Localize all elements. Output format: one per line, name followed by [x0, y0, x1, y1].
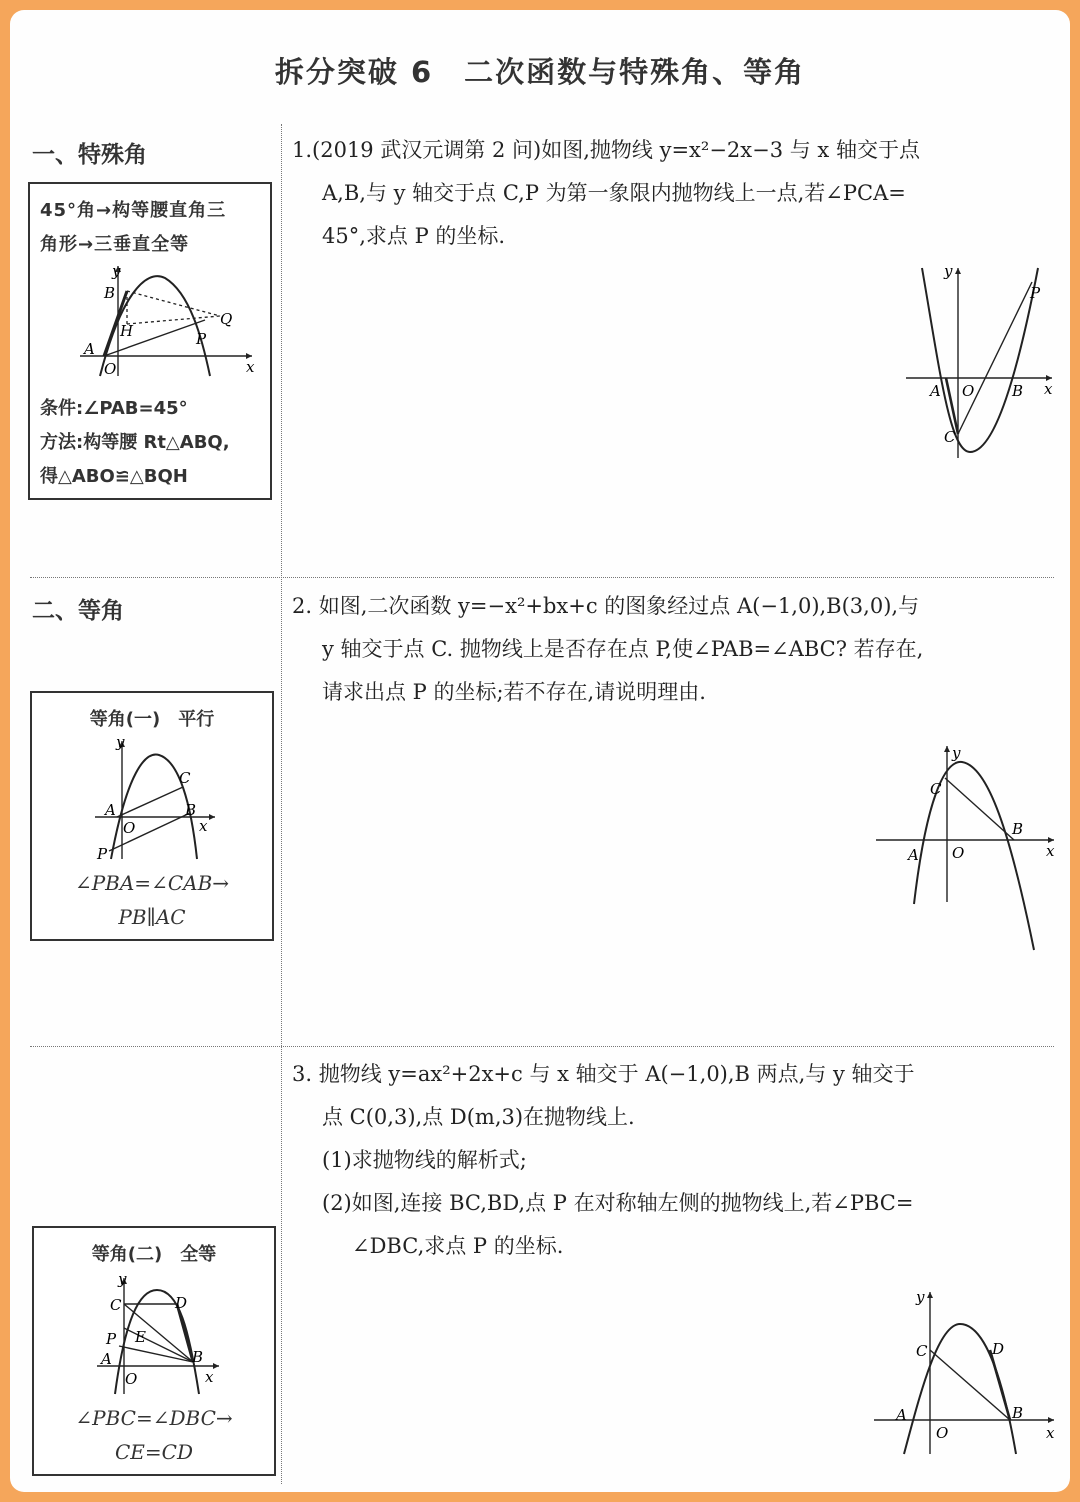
question-1-line3: 45°,求点 P 的坐标.	[322, 224, 506, 248]
tip-heading: 等角(二) 全等	[91, 1244, 217, 1265]
tip-result: 得△ABO≌△BQH	[40, 466, 188, 487]
label-a: A	[896, 1406, 907, 1424]
label-o: O	[962, 382, 975, 400]
tip-method: 方法:构等腰 Rt△ABQ,	[40, 432, 230, 453]
segment-db	[990, 1350, 1010, 1420]
question-3-line5: ∠DBC,求点 P 的坐标.	[352, 1234, 564, 1258]
tip-line1: ∠PBC=∠DBC→	[75, 1406, 233, 1430]
label-c: C	[930, 780, 942, 798]
label-d: D	[992, 1340, 1005, 1358]
segment-cp	[958, 282, 1032, 434]
label-x: x	[199, 817, 208, 835]
label-c: C	[179, 769, 191, 787]
label-c: C	[110, 1296, 122, 1314]
label-x: x	[205, 1368, 214, 1386]
label-x: x	[1046, 1424, 1055, 1442]
label-x: x	[1046, 842, 1055, 860]
figure-question-2	[870, 742, 1060, 954]
label-o: O	[952, 844, 965, 862]
label-b: B	[185, 801, 197, 819]
segment-hq	[127, 316, 220, 324]
section-equal-angle: 二、等角	[32, 598, 124, 624]
label-a: A	[84, 340, 95, 358]
parabola	[100, 276, 210, 376]
figure-question-3	[868, 1284, 1060, 1456]
figure-congruent	[89, 1270, 229, 1396]
question-1-line2: A,B,与 y 轴交于点 C,P 为第一象限内抛物线上一点,若∠PCA=	[322, 181, 906, 205]
label-x: x	[246, 358, 255, 376]
question-3	[292, 1053, 1044, 1268]
label-c: C	[944, 428, 956, 446]
label-q: Q	[220, 310, 233, 328]
segment-db	[177, 1304, 193, 1362]
label-b: B	[104, 284, 116, 302]
label-y: y	[112, 262, 121, 280]
question-3-line4: (2)如图,连接 BC,BD,点 P 在对称轴左侧的抛物线上,若∠PBC=	[322, 1191, 914, 1215]
label-a: A	[105, 801, 116, 819]
label-x: x	[1044, 380, 1053, 398]
question-1	[292, 129, 1044, 258]
question-2	[292, 585, 1044, 714]
tip-heading: 等角(一) 平行	[89, 709, 215, 730]
question-3-line3: (1)求抛物线的解析式;	[322, 1148, 527, 1172]
segment-cb	[930, 1350, 1010, 1420]
label-d: D	[175, 1294, 188, 1312]
column-divider	[281, 124, 282, 1484]
label-b: B	[1012, 382, 1024, 400]
label-e: E	[135, 1328, 146, 1346]
question-1-line1: 1.(2019 武汉元调第 2 问)如图,抛物线 y=x²−2x−3 与 x 轴交于点	[292, 138, 920, 162]
question-2-line2: y 轴交于点 C. 抛物线上是否存在点 P,使∠PAB=∠ABC? 若存在,	[322, 637, 924, 661]
label-p: P	[1030, 284, 1041, 302]
label-o: O	[123, 819, 136, 837]
label-b: B	[1012, 820, 1024, 838]
question-2-line3: 请求出点 P 的坐标;若不存在,请说明理由.	[322, 680, 706, 704]
label-y: y	[916, 1288, 925, 1306]
label-b: B	[1012, 1404, 1024, 1422]
label-y: y	[944, 262, 953, 280]
segment-pb	[109, 813, 190, 851]
label-y: y	[952, 744, 961, 762]
label-o: O	[104, 360, 117, 378]
tip-box-45-degree	[28, 182, 272, 500]
section-special-angle: 一、特殊角	[32, 142, 147, 168]
question-3-line2: 点 C(0,3),点 D(m,3)在抛物线上.	[322, 1105, 635, 1129]
label-c: C	[916, 1342, 928, 1360]
label-p: P	[106, 1330, 117, 1348]
label-o: O	[936, 1424, 949, 1442]
label-a: A	[930, 382, 941, 400]
tip-line1: ∠PBA=∠CAB→	[74, 871, 230, 895]
label-y: y	[118, 1270, 127, 1288]
question-3-line1: 3. 抛物线 y=ax²+2x+c 与 x 轴交于 A(−1,0),B 两点,与 y 轴交于	[292, 1062, 915, 1086]
figure-parallel	[87, 733, 227, 861]
tip-box-congruent	[32, 1226, 276, 1476]
label-p: P	[196, 330, 207, 348]
tip-text-line1: 45°角→构等腰直角三	[40, 200, 227, 221]
segment-bq	[127, 291, 220, 316]
tip-box-parallel	[30, 691, 274, 941]
label-a: A	[908, 846, 919, 864]
page-title: 拆分突破 6 二次函数与特殊角、等角	[274, 55, 806, 89]
label-p: P	[97, 845, 108, 861]
segment-cb	[945, 778, 1014, 840]
label-h: H	[120, 322, 134, 340]
parabola	[922, 268, 1038, 452]
tip-line2: PB∥AC	[118, 905, 186, 929]
label-y: y	[116, 733, 125, 751]
tip-text-line2: 角形→三垂直全等	[40, 234, 190, 255]
label-o: O	[125, 1370, 138, 1388]
row-divider-1	[30, 577, 1054, 578]
segment-pb	[119, 1346, 193, 1362]
tip-condition: 条件:∠PAB=45°	[40, 398, 188, 419]
label-a: A	[101, 1350, 112, 1368]
label-b: B	[192, 1348, 204, 1366]
tip-line2: CE=CD	[115, 1440, 193, 1464]
row-divider-2	[30, 1046, 1054, 1047]
figure-question-1	[900, 262, 1060, 462]
figure-45-degree	[70, 258, 260, 378]
question-2-line1: 2. 如图,二次函数 y=−x²+bx+c 的图象经过点 A(−1,0),B(3,0),与	[292, 594, 920, 618]
